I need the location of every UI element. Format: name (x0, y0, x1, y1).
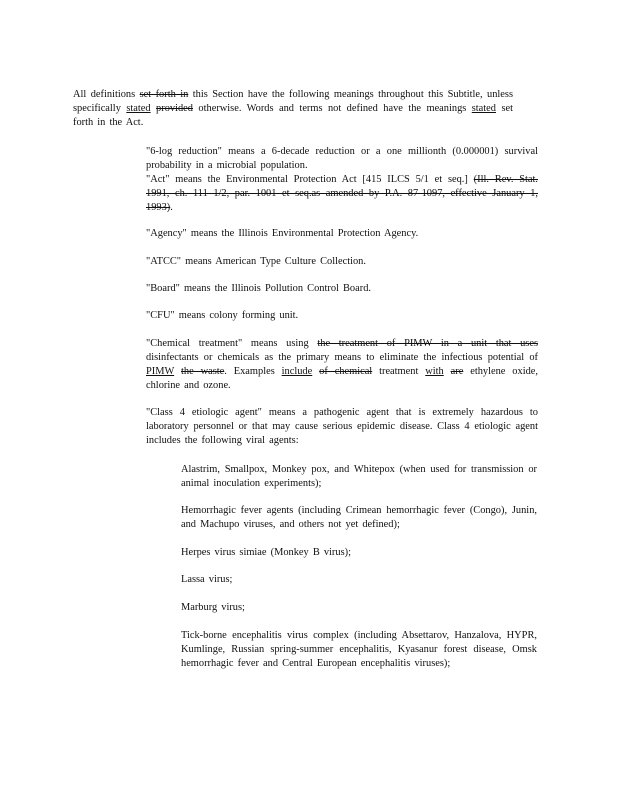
definition-text: "Act" means the Environmental Protection Act [415 ILCS 5/1 et seq.] (146, 174, 474, 185)
deleted-text: (Ill. Rev. Stat. 1991, ch. 111 1/2, par. 1001 et seq.as amended by P.A. 87-1097, effective January 1, 1993) (146, 174, 538, 213)
definition-agency: "Agency" means the Illinois Environmental Protection Agency. (146, 228, 419, 239)
definition-board: "Board" means the Illinois Pollution Control Board. (146, 283, 371, 294)
deleted-text: of chemical (319, 366, 373, 377)
agent-list-item: Lassa virus; (181, 574, 233, 585)
definition-cfu: "CFU" means colony forming unit. (146, 310, 299, 321)
definition-act (146, 173, 538, 215)
inserted-text: include (281, 366, 313, 377)
intro-text: set forth in the Act. (73, 103, 513, 128)
agent-list-item: Tick-borne encephalitis virus complex (including Absettarov, Hanzalova, HYPR, Kumlinge, Russian spring-summer encephalitis, Kyasanur forest disease, Omsk hemorrhagic fever and Central European encephalitis viruses); (181, 630, 537, 669)
intro-text: All definitions (73, 89, 140, 100)
definition-atcc: "ATCC" means American Type Culture Collection. (146, 256, 366, 267)
intro-text: this Section have the following meanings throughout this Subtitle, unless specifically (73, 89, 513, 114)
deleted-text: the treatment of PIMW in a unit that uses (317, 338, 538, 349)
definition-chemical-treatment (146, 337, 538, 393)
definition-text: "Chemical treatment" means using (146, 338, 318, 349)
inserted-text: with (425, 366, 444, 377)
agent-list-item: Hemorrhagic fever agents (including Crimean hemorrhagic fever (Congo), Junin, and Machupo viruses, and others not yet defined); (181, 505, 537, 530)
definition-6-log-reduction: "6-log reduction" means a 6-decade reduction or a one millionth (0.000001) survival probability in a microbial population. (146, 146, 538, 171)
definition-text (444, 366, 451, 377)
deleted-text: provided (156, 103, 193, 114)
agent-list-item: Marburg virus; (181, 602, 245, 613)
definition-text (174, 366, 181, 377)
definition-text: . (170, 202, 173, 213)
deleted-text: are (450, 366, 464, 377)
definition-text: treatment (372, 366, 426, 377)
intro-paragraph (73, 88, 513, 130)
deleted-text: set forth in (139, 89, 189, 100)
agent-list-item: Alastrim, Smallpox, Monkey pox, and Whitepox (when used for transmission or animal inoculation experiments); (181, 464, 537, 489)
deleted-text: the waste (181, 366, 225, 377)
inserted-text: stated (126, 103, 151, 114)
inserted-text: PIMW (146, 366, 175, 377)
intro-text: otherwise. Words and terms not defined have the meanings (192, 103, 472, 114)
definition-text: . Examples (224, 366, 282, 377)
agent-list-item: Herpes virus simiae (Monkey B virus); (181, 547, 351, 558)
inserted-text: stated (471, 103, 496, 114)
definition-class-4-etiologic-agent: "Class 4 etiologic agent" means a pathogenic agent that is extremely hazardous to laboratory personnel or that may cause serious epidemic disease. Class 4 etiologic agent includes the following viral agents: (146, 407, 538, 446)
definition-text: ethylene oxide, chlorine and ozone. (146, 366, 538, 391)
definition-text: disinfectants or chemicals as the primary means to eliminate the infectious potential of (146, 352, 538, 363)
